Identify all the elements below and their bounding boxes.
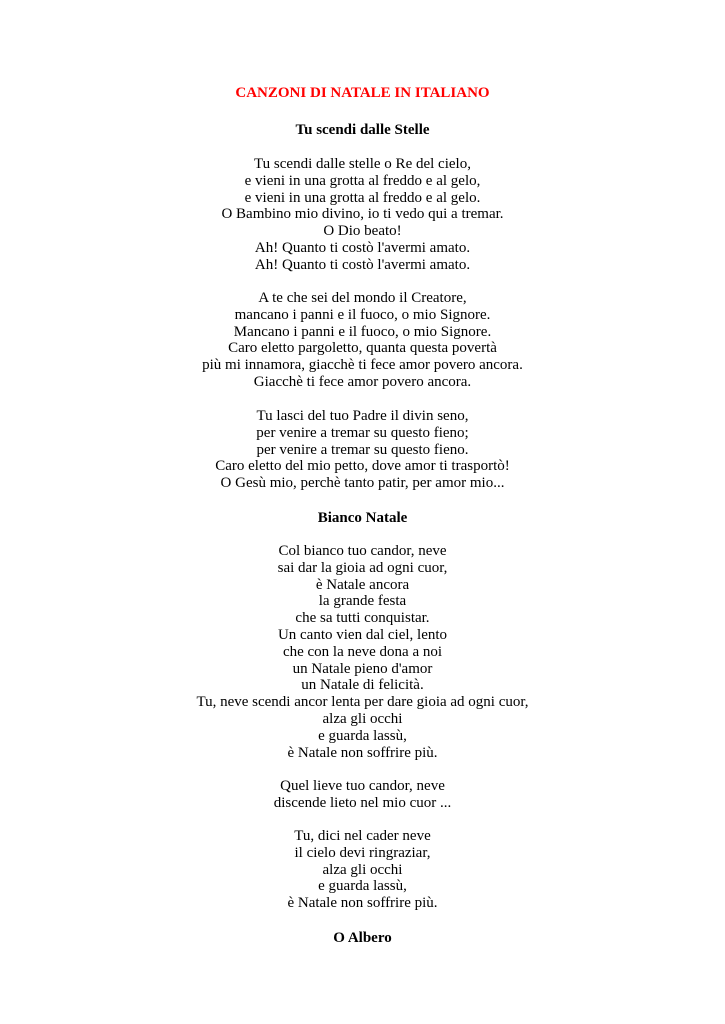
stanza bbox=[0, 290, 725, 391]
lyric-line: più mi innamora, giacchè ti fece amor povero ancora. bbox=[202, 357, 523, 374]
lyric-line: Ah! Quanto ti costò l'avermi amato. bbox=[254, 239, 471, 256]
lyric-line: Tu scendi dalle stelle o Re del cielo, bbox=[254, 156, 471, 172]
lyric-line: Caro eletto pargoletto, quanta questa povertà bbox=[228, 340, 497, 357]
lyric-line: la grande festa bbox=[318, 593, 407, 610]
lyric-line: è Natale non soffrire più. bbox=[287, 895, 438, 912]
lyric-line: Quel lieve tuo candor, neve bbox=[280, 778, 445, 794]
lyric-line: è Natale non soffrire più. bbox=[287, 744, 438, 761]
lyric-line: che con la neve dona a noi bbox=[282, 643, 443, 660]
lyric-line: e vieni in una grotta al freddo e al gelo. bbox=[244, 189, 481, 206]
lyric-line: sai dar la gioia ad ogni cuor, bbox=[277, 559, 448, 576]
lyric-line: discende lieto nel mio cuor ... bbox=[273, 794, 452, 811]
lyric-line: A te che sei del mondo il Creatore, bbox=[258, 290, 467, 306]
song-title-bianco-natale: Bianco Natale bbox=[317, 510, 408, 526]
lyric-line: un Natale di felicità. bbox=[301, 677, 424, 694]
lyric-line: Tu, dici nel cader neve bbox=[294, 828, 431, 844]
lyric-line: alza gli occhi bbox=[322, 861, 403, 878]
lyric-line: e guarda lassù, bbox=[318, 878, 407, 895]
stanza bbox=[0, 828, 725, 912]
lyric-line: mancano i panni e il fuoco, o mio Signore. bbox=[234, 306, 491, 323]
stanza bbox=[0, 543, 725, 761]
lyric-line: O Dio beato! bbox=[323, 223, 402, 240]
lyric-line: che sa tutti conquistar. bbox=[295, 610, 430, 627]
lyric-line: per venire a tremar su questo fieno; bbox=[256, 424, 469, 441]
song-title-tu-scendi: Tu scendi dalle Stelle bbox=[295, 122, 430, 138]
lyric-line: Mancano i panni e il fuoco, o mio Signore. bbox=[233, 323, 492, 340]
lyric-line: Tu, neve scendi ancor lenta per dare gioia ad ogni cuor, bbox=[196, 694, 529, 711]
lyric-line: alza gli occhi bbox=[322, 710, 403, 727]
lyric-line: Tu lasci del tuo Padre il divin seno, bbox=[256, 408, 469, 424]
lyric-line: per venire a tremar su questo fieno. bbox=[256, 441, 469, 458]
lyric-line: Un canto vien dal ciel, lento bbox=[277, 626, 448, 643]
stanza bbox=[0, 408, 725, 492]
document-title: CANZONI DI NATALE IN ITALIANO bbox=[235, 85, 490, 101]
lyric-line: Ah! Quanto ti costò l'avermi amato. bbox=[254, 256, 471, 273]
stanza bbox=[0, 156, 725, 274]
lyric-line: Caro eletto del mio petto, dove amor ti trasportò! bbox=[215, 458, 510, 475]
lyric-line: il cielo devi ringraziar, bbox=[294, 844, 431, 861]
lyric-line: O Gesù mio, perchè tanto patir, per amor mio... bbox=[220, 475, 505, 492]
stanza bbox=[0, 778, 725, 812]
lyric-line: Giacchè ti fece amor povero ancora. bbox=[253, 373, 472, 390]
lyric-line: Col bianco tuo candor, neve bbox=[278, 543, 447, 559]
lyric-line: un Natale pieno d'amor bbox=[292, 660, 433, 677]
lyric-line: O Bambino mio divino, io ti vedo qui a tremar. bbox=[221, 206, 504, 223]
song-title-o-albero: O Albero bbox=[333, 930, 392, 946]
lyric-line: è Natale ancora bbox=[315, 576, 410, 593]
lyric-line: e vieni in una grotta al freddo e al gelo, bbox=[244, 172, 481, 189]
lyric-line: e guarda lassù, bbox=[318, 727, 407, 744]
